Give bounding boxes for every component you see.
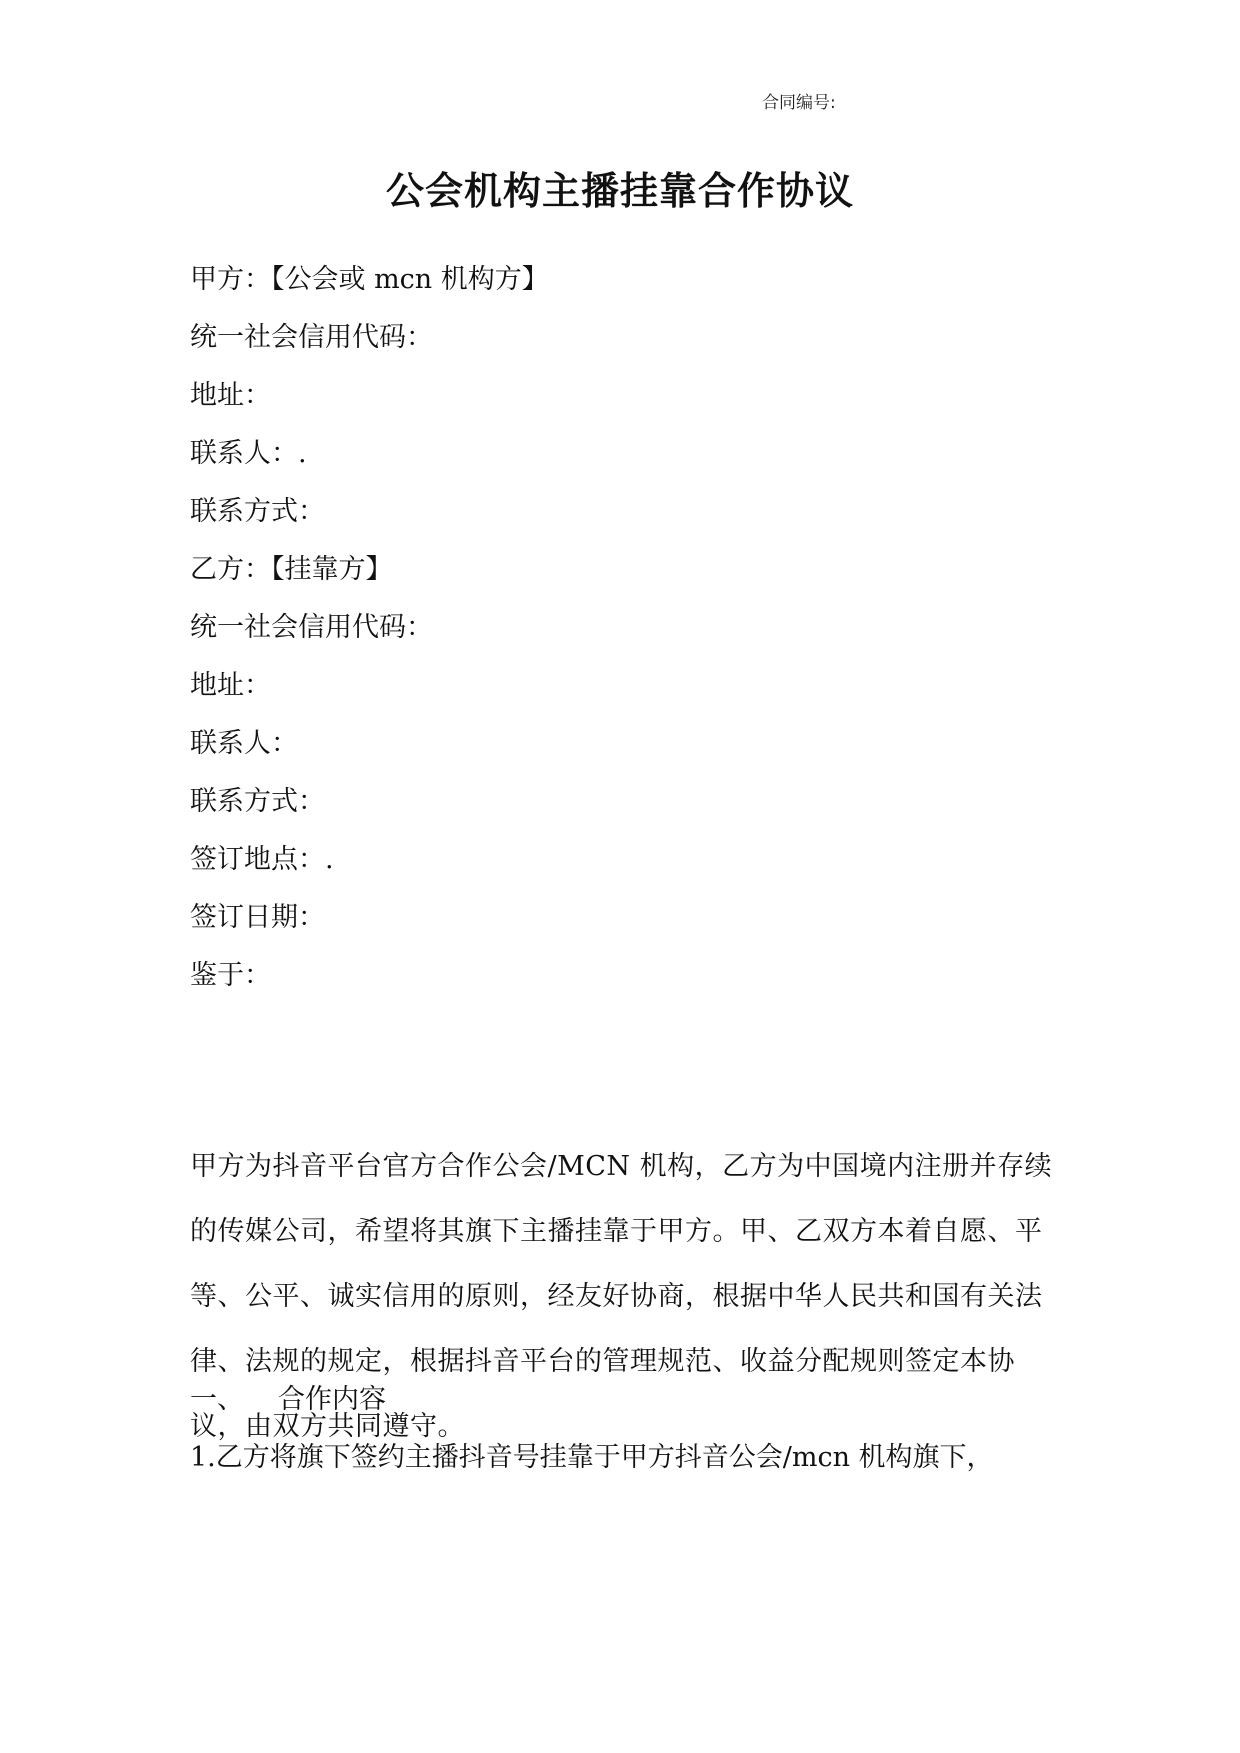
party-a-address: 地址：	[190, 380, 271, 411]
party-b-label: 乙方：【挂靠方】	[190, 554, 393, 585]
party-a-contact-person: 联系人：.	[190, 438, 307, 469]
signing-date: 签订日期：	[190, 902, 325, 933]
party-b-address: 地址：	[190, 670, 271, 701]
whereas-label: 鉴于：	[190, 960, 271, 991]
party-a-credit-code: 统一社会信用代码：	[190, 322, 433, 353]
clause-1-1: 1.乙方将旗下签约主播抖音号挂靠于甲方抖音公会/mcn 机构旗下，	[190, 1442, 994, 1473]
signing-place: 签订地点：.	[190, 844, 334, 875]
party-a-label: 甲方：【公会或 mcn 机构方】	[190, 264, 549, 295]
contract-number-label: 合同编号:	[762, 93, 836, 113]
document-title: 公会机构主播挂靠合作协议	[385, 169, 854, 213]
party-b-credit-code: 统一社会信用代码：	[190, 612, 433, 643]
section-1-title: 合作内容	[278, 1384, 386, 1415]
section-1-heading	[190, 1382, 386, 1418]
section-1-number: 一、	[190, 1384, 244, 1415]
party-a-contact-method: 联系方式：	[190, 496, 325, 527]
party-b-contact-method: 联系方式：	[190, 786, 325, 817]
whereas-paragraph: 甲方为抖音平台官方合作公会/MCN 机构，乙方为中国境内注册并存续的传媒公司，希望将其旗下主播挂靠于甲方。甲、乙双方本着自愿、平等、公平、诚实信用的原则，经友好协商，根据中华人民共和国有关法律、法规的规定，根据抖音平台的管理规范、收益分配规则签定本协议，由双方共同遵守。	[190, 1151, 1053, 1442]
party-b-contact-person: 联系人：	[190, 728, 298, 759]
